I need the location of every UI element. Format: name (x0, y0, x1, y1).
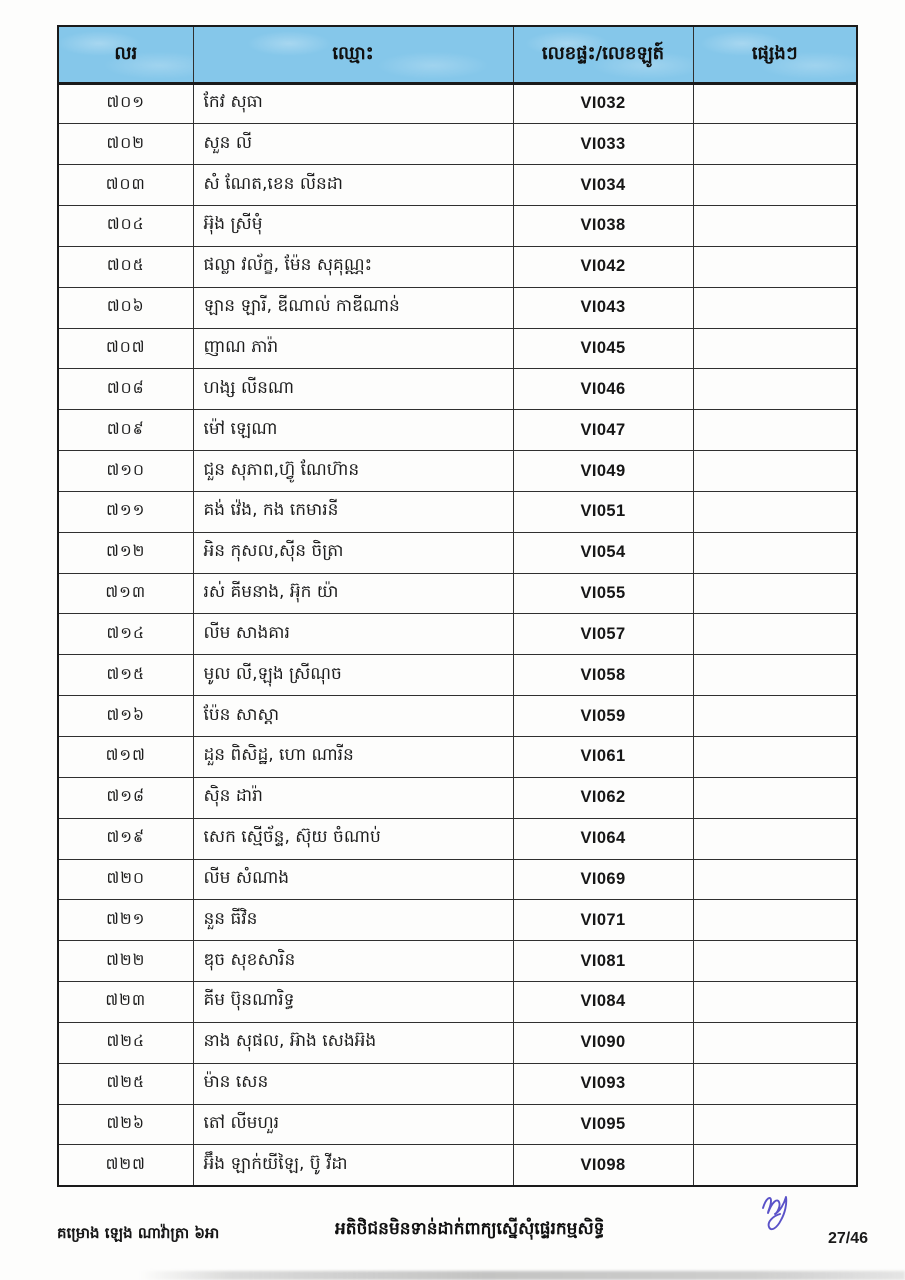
row-number-cell: ៧២៣ (58, 982, 193, 1023)
note-cell (693, 696, 857, 737)
name-cell: មូល លី,ឡុង ស្រីណុច (193, 655, 513, 696)
name-cell: ញាណ ភារ៉ា (193, 328, 513, 369)
table-row (58, 246, 857, 287)
name-cell: ជួន សុភាព,ហ៊្វូ ណែហ៊ាន (193, 451, 513, 492)
handwritten-initial-mark (758, 1186, 802, 1240)
lot-code-cell: VI046 (513, 369, 693, 410)
lot-code-cell: VI064 (513, 818, 693, 859)
row-number-cell: ៧០៦ (58, 287, 193, 328)
name-cell: ប៉ែន សាស្ដា (193, 696, 513, 737)
lot-code-cell: VI054 (513, 532, 693, 573)
note-cell (693, 573, 857, 614)
table-row (58, 1063, 857, 1104)
table-header-row (58, 26, 857, 83)
name-cell: ឡាន ឡារី, ឌីណាល់ កាឌីណាន់ (193, 287, 513, 328)
row-number-cell: ៧០៣ (58, 165, 193, 206)
table-row (58, 491, 857, 532)
table-row (58, 287, 857, 328)
lot-code-cell: VI095 (513, 1104, 693, 1145)
lot-code-cell: VI071 (513, 900, 693, 941)
table-row (58, 941, 857, 982)
table-row (58, 900, 857, 941)
note-cell (693, 859, 857, 900)
lot-code-cell: VI055 (513, 573, 693, 614)
note-cell (693, 124, 857, 165)
note-cell (693, 900, 857, 941)
lot-code-cell: VI090 (513, 1022, 693, 1063)
row-number-cell: ៧២៤ (58, 1022, 193, 1063)
row-number-cell: ៧១០ (58, 451, 193, 492)
name-cell: រស់ គីមនាង, អ៊ុក យ៉ា (193, 573, 513, 614)
name-cell: អិន កុសល,ស៊ីន ចិត្រា (193, 532, 513, 573)
row-number-cell: ៧២៦ (58, 1104, 193, 1145)
table-row (58, 696, 857, 737)
table-row (58, 165, 857, 206)
note-cell (693, 655, 857, 696)
row-number-cell: ៧០៥ (58, 246, 193, 287)
table-row (58, 614, 857, 655)
table-row (58, 83, 857, 124)
row-number-cell: ៧២២ (58, 941, 193, 982)
lot-code-cell: VI033 (513, 124, 693, 165)
lot-code-cell: VI045 (513, 328, 693, 369)
note-cell (693, 532, 857, 573)
note-cell (693, 982, 857, 1023)
table-row (58, 451, 857, 492)
name-cell: នាង សុផល, អ៊ាង សេងអ៊ង (193, 1022, 513, 1063)
lot-code-cell: VI034 (513, 165, 693, 206)
lot-code-cell: VI038 (513, 206, 693, 247)
name-cell: សួន លី (193, 124, 513, 165)
note-cell (693, 246, 857, 287)
note-cell (693, 777, 857, 818)
note-cell (693, 737, 857, 778)
name-cell: ម៉ាន សេន (193, 1063, 513, 1104)
name-cell: អ៊ឹង ឡាក់យីឡៃ, ប៊ូ វីដា (193, 1145, 513, 1186)
table-row (58, 655, 857, 696)
column-header-lot-code: លេខផ្ទះ/លេខឡូត៍ (513, 26, 693, 83)
note-cell (693, 491, 857, 532)
lot-code-cell: VI047 (513, 410, 693, 451)
name-cell: សំ ណែត,ខេន លីនដា (193, 165, 513, 206)
note-cell (693, 1063, 857, 1104)
row-number-cell: ៧០៧ (58, 328, 193, 369)
lot-code-cell: VI032 (513, 83, 693, 124)
lot-code-cell: VI057 (513, 614, 693, 655)
table-row (58, 1104, 857, 1145)
table-row (58, 737, 857, 778)
lot-code-cell: VI043 (513, 287, 693, 328)
lot-code-cell: VI081 (513, 941, 693, 982)
note-cell (693, 941, 857, 982)
lot-code-cell: VI093 (513, 1063, 693, 1104)
note-cell (693, 451, 857, 492)
footer-subject-label: អតិថិជនមិនទាន់ដាក់ពាក្យស្នើសុំផ្ទេរកម្មសិទ្ធិ (335, 1219, 605, 1239)
lot-code-cell: VI049 (513, 451, 693, 492)
row-number-cell: ៧០៩ (58, 410, 193, 451)
page-edge-shadow (140, 1271, 905, 1280)
table-row (58, 982, 857, 1023)
note-cell (693, 206, 857, 247)
name-cell: ដួន ពិសិដ្ឋ, ហោ ណារីន (193, 737, 513, 778)
note-cell (693, 369, 857, 410)
row-number-cell: ៧១៤ (58, 614, 193, 655)
table-row (58, 1145, 857, 1186)
row-number-cell: ៧២០ (58, 859, 193, 900)
table-row (58, 1022, 857, 1063)
lot-code-cell: VI084 (513, 982, 693, 1023)
table-body (58, 83, 857, 1186)
note-cell (693, 287, 857, 328)
table-row (58, 328, 857, 369)
table-row (58, 573, 857, 614)
lot-code-cell: VI069 (513, 859, 693, 900)
row-number-cell: ៧១៥ (58, 655, 193, 696)
row-number-cell: ៧០៨ (58, 369, 193, 410)
name-cell: ផល្លា វល័ក្ខ, ម៉ែន សុគុណ្ណះ (193, 246, 513, 287)
table-row (58, 124, 857, 165)
footer-project-label: គម្រោង ឡេង ណាវ៉ាត្រា ៦អា (57, 1224, 220, 1242)
name-cell: លីម សំណាង (193, 859, 513, 900)
name-cell: ហង្ស លីនណា (193, 369, 513, 410)
note-cell (693, 1022, 857, 1063)
row-number-cell: ៧២១ (58, 900, 193, 941)
row-number-cell: ៧១៨ (58, 777, 193, 818)
name-cell: ឌុច សុខសារិន (193, 941, 513, 982)
lot-code-cell: VI059 (513, 696, 693, 737)
name-cell: សេក ស្មើច័ន្ទ, ស៊ុយ ចំណាប់ (193, 818, 513, 859)
table-row (58, 859, 857, 900)
note-cell (693, 818, 857, 859)
note-cell (693, 328, 857, 369)
row-number-cell: ៧០១ (58, 83, 193, 124)
row-number-cell: ៧២៥ (58, 1063, 193, 1104)
column-header-number: លរ (58, 26, 193, 83)
column-header-name: ឈ្មោះ (193, 26, 513, 83)
name-cell: លីម សាងគារ (193, 614, 513, 655)
resident-table (57, 25, 858, 1187)
table-row (58, 410, 857, 451)
note-cell (693, 1104, 857, 1145)
lot-code-cell: VI042 (513, 246, 693, 287)
row-number-cell: ៧១៦ (58, 696, 193, 737)
name-cell: តៅ លីមហួរ (193, 1104, 513, 1145)
lot-code-cell: VI098 (513, 1145, 693, 1186)
name-cell: អ៊ុង ស្រីមុំ (193, 206, 513, 247)
name-cell: កែវ សុធា (193, 83, 513, 124)
table-row (58, 206, 857, 247)
row-number-cell: ៧០២ (58, 124, 193, 165)
name-cell: នួន ធីវិន (193, 900, 513, 941)
page-number: 27/46 (827, 1230, 868, 1247)
lot-code-cell: VI051 (513, 491, 693, 532)
note-cell (693, 1145, 857, 1186)
row-number-cell: ៧១៣ (58, 573, 193, 614)
lot-code-cell: VI058 (513, 655, 693, 696)
row-number-cell: ៧០៤ (58, 206, 193, 247)
row-number-cell: ៧១៩ (58, 818, 193, 859)
lot-code-cell: VI061 (513, 737, 693, 778)
note-cell (693, 165, 857, 206)
note-cell (693, 83, 857, 124)
table-row (58, 777, 857, 818)
table-row (58, 532, 857, 573)
table-row (58, 818, 857, 859)
name-cell: គីម ប៊ុនណារិទ្ធ (193, 982, 513, 1023)
name-cell: ស៊ិន ដារ៉ា (193, 777, 513, 818)
note-cell (693, 410, 857, 451)
name-cell: ម៉ៅ ឡេណា (193, 410, 513, 451)
row-number-cell: ៧១៧ (58, 737, 193, 778)
name-cell: គង់ វ៉េង, កង កេមារនី (193, 491, 513, 532)
row-number-cell: ៧២៧ (58, 1145, 193, 1186)
row-number-cell: ៧១១ (58, 491, 193, 532)
lot-code-cell: VI062 (513, 777, 693, 818)
note-cell (693, 614, 857, 655)
column-header-other: ផ្សេងៗ (693, 26, 857, 83)
row-number-cell: ៧១២ (58, 532, 193, 573)
table-row (58, 369, 857, 410)
